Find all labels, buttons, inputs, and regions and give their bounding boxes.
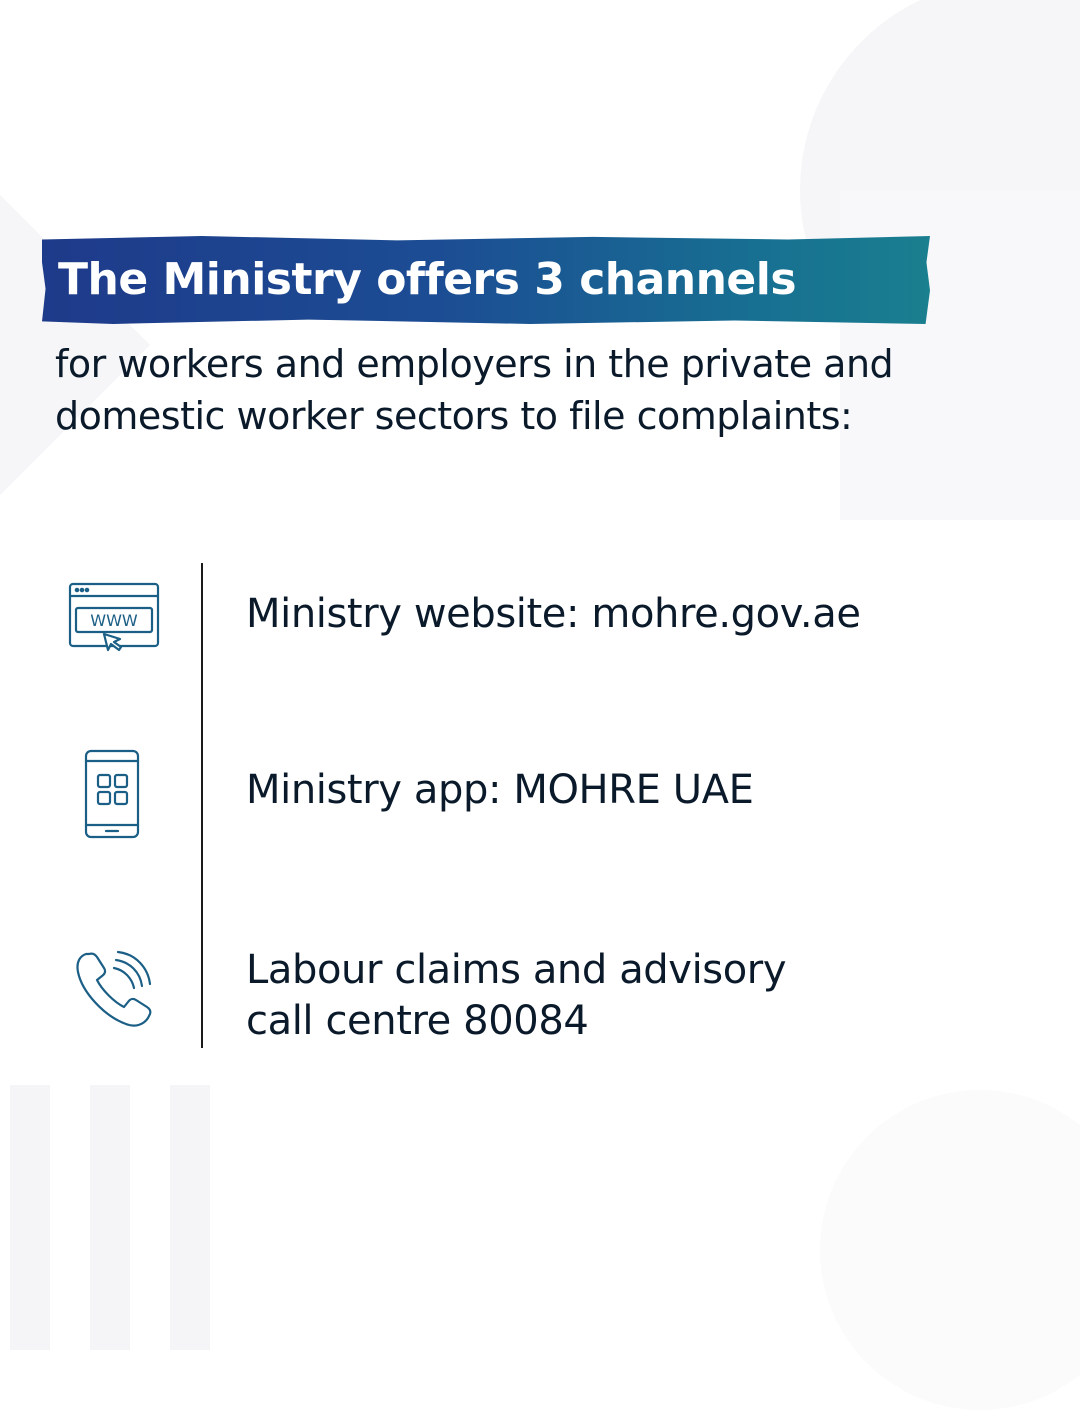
phone-call-icon: [64, 940, 164, 1040]
vertical-divider: [201, 563, 203, 1048]
website-icon: [64, 572, 164, 672]
mobile-app-icon: [62, 745, 162, 845]
svg-text:WWW: WWW: [90, 611, 138, 630]
channel-callcentre-label-line2: call centre 80084: [246, 998, 589, 1044]
background-stripe: [90, 1085, 130, 1350]
channel-website-label: Ministry website: mohre.gov.ae: [246, 591, 861, 637]
channel-callcentre-label-line1: Labour claims and advisory: [246, 947, 787, 993]
background-bottom-decoration: [820, 1090, 1080, 1410]
headline-title: The Ministry offers 3 channels: [58, 254, 797, 305]
channel-app-label: Ministry app: MOHRE UAE: [246, 767, 754, 813]
background-stripe: [170, 1085, 210, 1350]
background-stripe: [10, 1085, 50, 1350]
headline-subtitle: for workers and employers in the private and domestic worker sectors to file complaints:: [55, 342, 894, 438]
